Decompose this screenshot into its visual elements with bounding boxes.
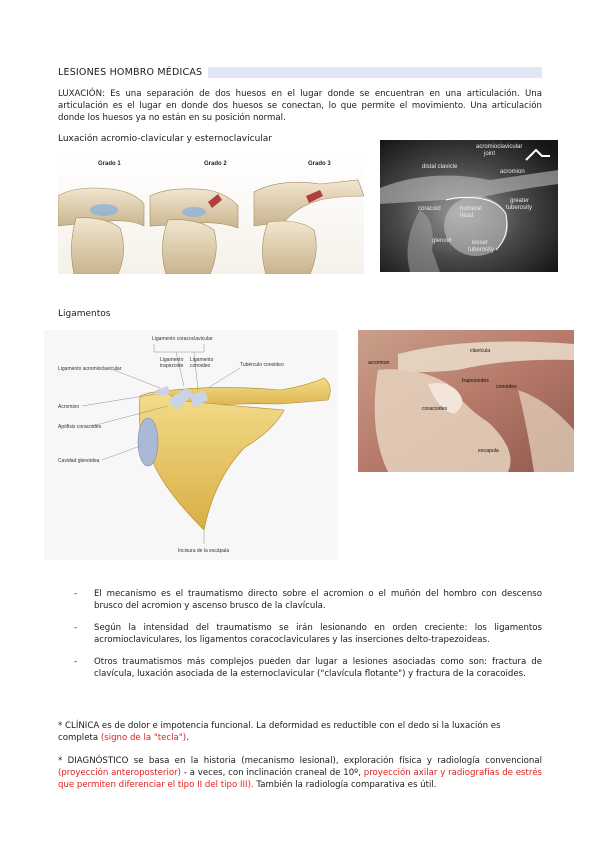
glenoid-shape bbox=[138, 418, 158, 466]
label-conoid-1: Ligamento bbox=[190, 357, 214, 363]
xray-label-glenoid: glenoid bbox=[432, 238, 452, 244]
diagnostico-text-2: - a veces, con inclinación craneal de 10º, bbox=[181, 768, 364, 778]
grade-3-label: Grado 3 bbox=[308, 161, 331, 167]
xray-label-coracoid: coracoid bbox=[418, 206, 441, 212]
clinica-prefix: * CLÍNICA bbox=[58, 721, 100, 731]
diagnostico-highlight-2: proyección axilar y radiografías de estrés que permiten diferenciar el tipo II del tipo III). bbox=[58, 768, 542, 790]
xray-label-humeral-2: head bbox=[460, 213, 474, 219]
bullet-marker: - bbox=[74, 623, 78, 633]
xray-label-distal-clavicle: distal clavicle bbox=[422, 164, 458, 170]
clinica-suffix: . bbox=[186, 733, 189, 743]
xray-label-ac-joint-1: acromioclavicular bbox=[476, 144, 523, 150]
cadaver-label-coracoides: coracoides bbox=[422, 406, 448, 412]
label-coracoclavicular: Ligamento coracoclavicular bbox=[152, 336, 213, 342]
xray-label-greater-1: greater bbox=[510, 198, 530, 204]
luxacion-definition: Es una separación de dos huesos en el lugar donde se encuentran en una articulación. Una articulación es el lugar en donde dos huesos se conectan, lo que permite el movimiento. Una articulación donde los huesos ya no están en su posición normal. bbox=[58, 89, 542, 123]
cadaver-label-escapula: escapula bbox=[478, 448, 499, 454]
cadaver-photo bbox=[358, 330, 574, 472]
xray-label-greater-2: tuberosity bbox=[506, 205, 533, 211]
cadaver-label-clavicula: clavícula bbox=[470, 348, 491, 354]
page-header bbox=[58, 66, 542, 79]
xray-label-ac-joint-2: joint bbox=[484, 151, 496, 157]
cadaver-label-acromion: acromion bbox=[368, 360, 390, 366]
list-item bbox=[74, 588, 542, 612]
diagnostico-text-3: También la radiología comparativa es útil. bbox=[253, 780, 437, 790]
label-glenoid-cavity: Cavidad glenoidea bbox=[58, 458, 100, 464]
bullet-marker: - bbox=[74, 657, 78, 667]
label-scapular-notch: Incisura de la escápula bbox=[178, 548, 230, 554]
section-heading-luxacion: Luxación acromio-clavicular y esternoclavicular bbox=[58, 134, 272, 144]
cadaver-svg bbox=[358, 330, 574, 472]
grades-svg bbox=[58, 156, 364, 274]
xray-image bbox=[380, 140, 558, 272]
section-heading-ligamentos: Ligamentos bbox=[58, 309, 111, 319]
xray-label-humeral-1: humeral bbox=[460, 206, 482, 212]
diagnostico-paragraph bbox=[58, 755, 542, 791]
label-acromioclavicular: Ligamento acromioclavicular bbox=[58, 366, 122, 372]
grade-2-label: Grado 2 bbox=[204, 161, 227, 167]
ligament-svg bbox=[44, 330, 338, 560]
clinica-text: es de dolor e impotencia funcional. La deformidad es reductible con el dedo si la luxación es completa bbox=[58, 721, 501, 743]
label-trapezoid-1: Ligamento bbox=[160, 357, 184, 363]
clinica-highlight: (signo de la "tecla") bbox=[100, 733, 187, 743]
xray-svg bbox=[380, 140, 558, 272]
bullet-marker: - bbox=[74, 589, 78, 599]
list-item-text: Otros traumatismos más complejos pueden dar lugar a lesiones asociadas como son: fractura de clavícula, luxación asociada de la esternoclavicular ("clavícula flotante") y fractura de la coracoides. bbox=[94, 657, 542, 679]
list-item-text: Según la intensidad del traumatismo se irán lesionando en orden creciente: los ligamentos acromioclaviculares, los ligamentos coracoclaviculares y las inserciones delto-trapezoideas. bbox=[94, 623, 542, 645]
cadaver-label-conoides: conoides bbox=[496, 384, 517, 390]
ligament-illustration bbox=[44, 330, 338, 560]
page-title: LESIONES HOMBRO MÉDICAS bbox=[58, 67, 203, 78]
list-item bbox=[74, 656, 542, 680]
label-acromion: Acromion bbox=[58, 404, 80, 410]
mechanism-list bbox=[74, 588, 542, 690]
diagnostico-prefix: * DIAGNÓSTICO bbox=[58, 756, 129, 766]
list-item-text: El mecanismo es el traumatismo directo sobre el acromion o el muñón del hombro con descenso brusco del acromion y ascenso brusco de la clavícula. bbox=[94, 589, 542, 611]
xray-label-lesser-2: tuberosity bbox=[468, 247, 495, 253]
list-item bbox=[74, 622, 542, 646]
diagnostico-text-1: se basa en la historia (mecanismo lesional), exploración física y radiología convencional bbox=[128, 756, 542, 766]
clinica-paragraph bbox=[58, 720, 542, 744]
cadaver-label-trapezoides: trapezoides bbox=[462, 378, 489, 384]
grades-illustration bbox=[58, 156, 364, 274]
xray-label-lesser-1: lesser bbox=[472, 240, 489, 246]
luxacion-term: LUXACIÓN: bbox=[58, 89, 105, 99]
label-conoid-tubercle: Tubérculo conoideo bbox=[240, 362, 284, 368]
label-coracoid-process: Apófisis coracoides bbox=[58, 424, 102, 430]
header-bar bbox=[208, 67, 542, 78]
intro-paragraph bbox=[58, 88, 542, 124]
grade-1-label: Grado 1 bbox=[98, 161, 121, 167]
diagnostico-highlight-1: (proyección anteroposterior) bbox=[58, 768, 181, 778]
label-trapezoid-2: trapezoide bbox=[160, 363, 184, 369]
label-conoid-2: conoideo bbox=[190, 363, 211, 369]
xray-label-acromion: acromion bbox=[500, 169, 525, 175]
